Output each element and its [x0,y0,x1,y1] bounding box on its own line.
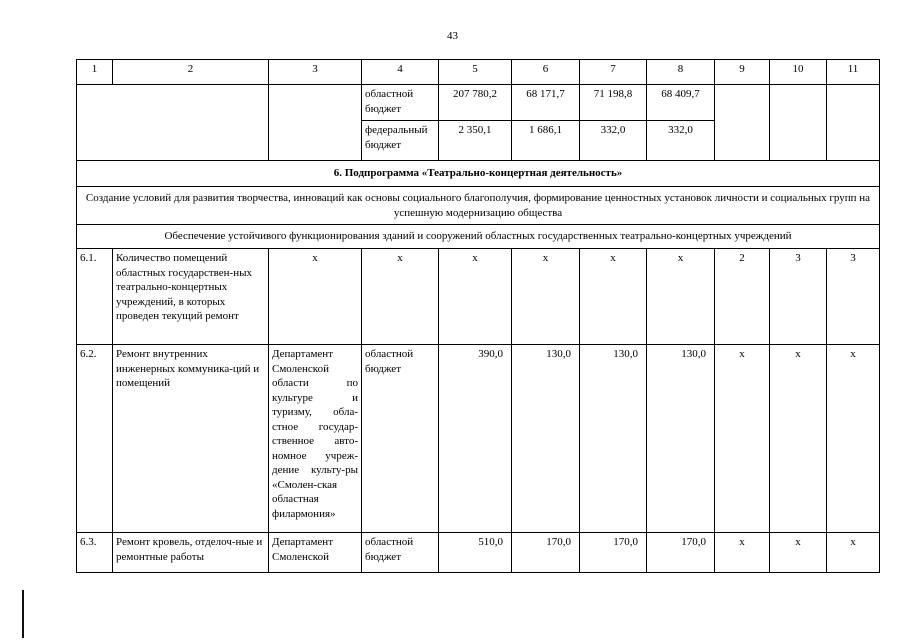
margin-rule [22,590,24,638]
cell-value: 3 [770,249,827,345]
row-executor: Департамент Смоленской области по культуре и туризму, обла-стное государ-ственное авто-номное учреж-дение культу-ры «Смолен-ская областная филармония» [269,345,362,533]
row-source: областной бюджет [362,533,439,573]
table-row [77,249,880,345]
empty-cell [715,85,770,161]
col-header: 8 [647,60,715,85]
row-executor: Департамент Смоленской [269,533,362,573]
cell-value: 170,0 [580,533,647,573]
budget-value: 68 409,7 [647,85,715,121]
budget-value: 332,0 [647,121,715,161]
col-header: 6 [512,60,580,85]
col-header: 10 [770,60,827,85]
column-number-row [77,60,880,85]
cell-value: 3 [827,249,880,345]
goal-row [77,187,880,225]
goal-text: Создание условий для развития творчества, инноваций как основы социального благополучия, формирование ценностных установок личности и социальных групп на успешную модернизацию общества [77,187,880,225]
cell-value: 2 [715,249,770,345]
empty-cell [77,85,269,161]
cell-value: х [827,345,880,533]
cell-value: 130,0 [512,345,580,533]
cell-value: х [647,249,715,345]
budget-value: 71 198,8 [580,85,647,121]
cell-value: х [580,249,647,345]
budget-value: 207 780,2 [439,85,512,121]
cell-value: 390,0 [439,345,512,533]
table-row [77,345,880,533]
col-header: 3 [269,60,362,85]
budget-source: областной бюджет [362,85,439,121]
subprogram-row [77,161,880,187]
cell-value: х [512,249,580,345]
cell-value: х [362,249,439,345]
budget-row [77,85,880,121]
col-header: 11 [827,60,880,85]
cell-value: х [269,249,362,345]
task-row [77,225,880,249]
task-text: Обеспечение устойчивого функционирования зданий и сооружений областных государственных театрально-концертных учреждений [77,225,880,249]
cell-value: 510,0 [439,533,512,573]
subprogram-title: 6. Подпрограмма «Театрально-концертная деятельность» [77,161,880,187]
budget-value: 1 686,1 [512,121,580,161]
cell-value: 130,0 [647,345,715,533]
cell-value: х [715,345,770,533]
cell-value: 170,0 [512,533,580,573]
budget-value: 2 350,1 [439,121,512,161]
col-header: 5 [439,60,512,85]
row-name: Ремонт внутренних инженерных коммуника-ций и помещений [113,345,269,533]
col-header: 2 [113,60,269,85]
row-number: 6.1. [77,249,113,345]
empty-cell [269,85,362,161]
row-name: Количество помещений областных государствен-ных театрально-концертных учреждений, в которых проведен текущий ремонт [113,249,269,345]
budget-source: федеральный бюджет [362,121,439,161]
cell-value: 130,0 [580,345,647,533]
row-source: областной бюджет [362,345,439,533]
empty-cell [827,85,880,161]
cell-value: х [770,533,827,573]
cell-value: х [439,249,512,345]
row-number: 6.3. [77,533,113,573]
col-header: 7 [580,60,647,85]
row-number: 6.2. [77,345,113,533]
cell-value: х [770,345,827,533]
col-header: 1 [77,60,113,85]
program-table [76,59,880,573]
empty-cell [770,85,827,161]
cell-value: 170,0 [647,533,715,573]
cell-value: х [827,533,880,573]
budget-value: 332,0 [580,121,647,161]
row-name: Ремонт кровель, отделоч-ные и ремонтные работы [113,533,269,573]
col-header: 9 [715,60,770,85]
budget-value: 68 171,7 [512,85,580,121]
table-row [77,533,880,573]
page-number: 43 [447,30,458,42]
cell-value: х [715,533,770,573]
col-header: 4 [362,60,439,85]
